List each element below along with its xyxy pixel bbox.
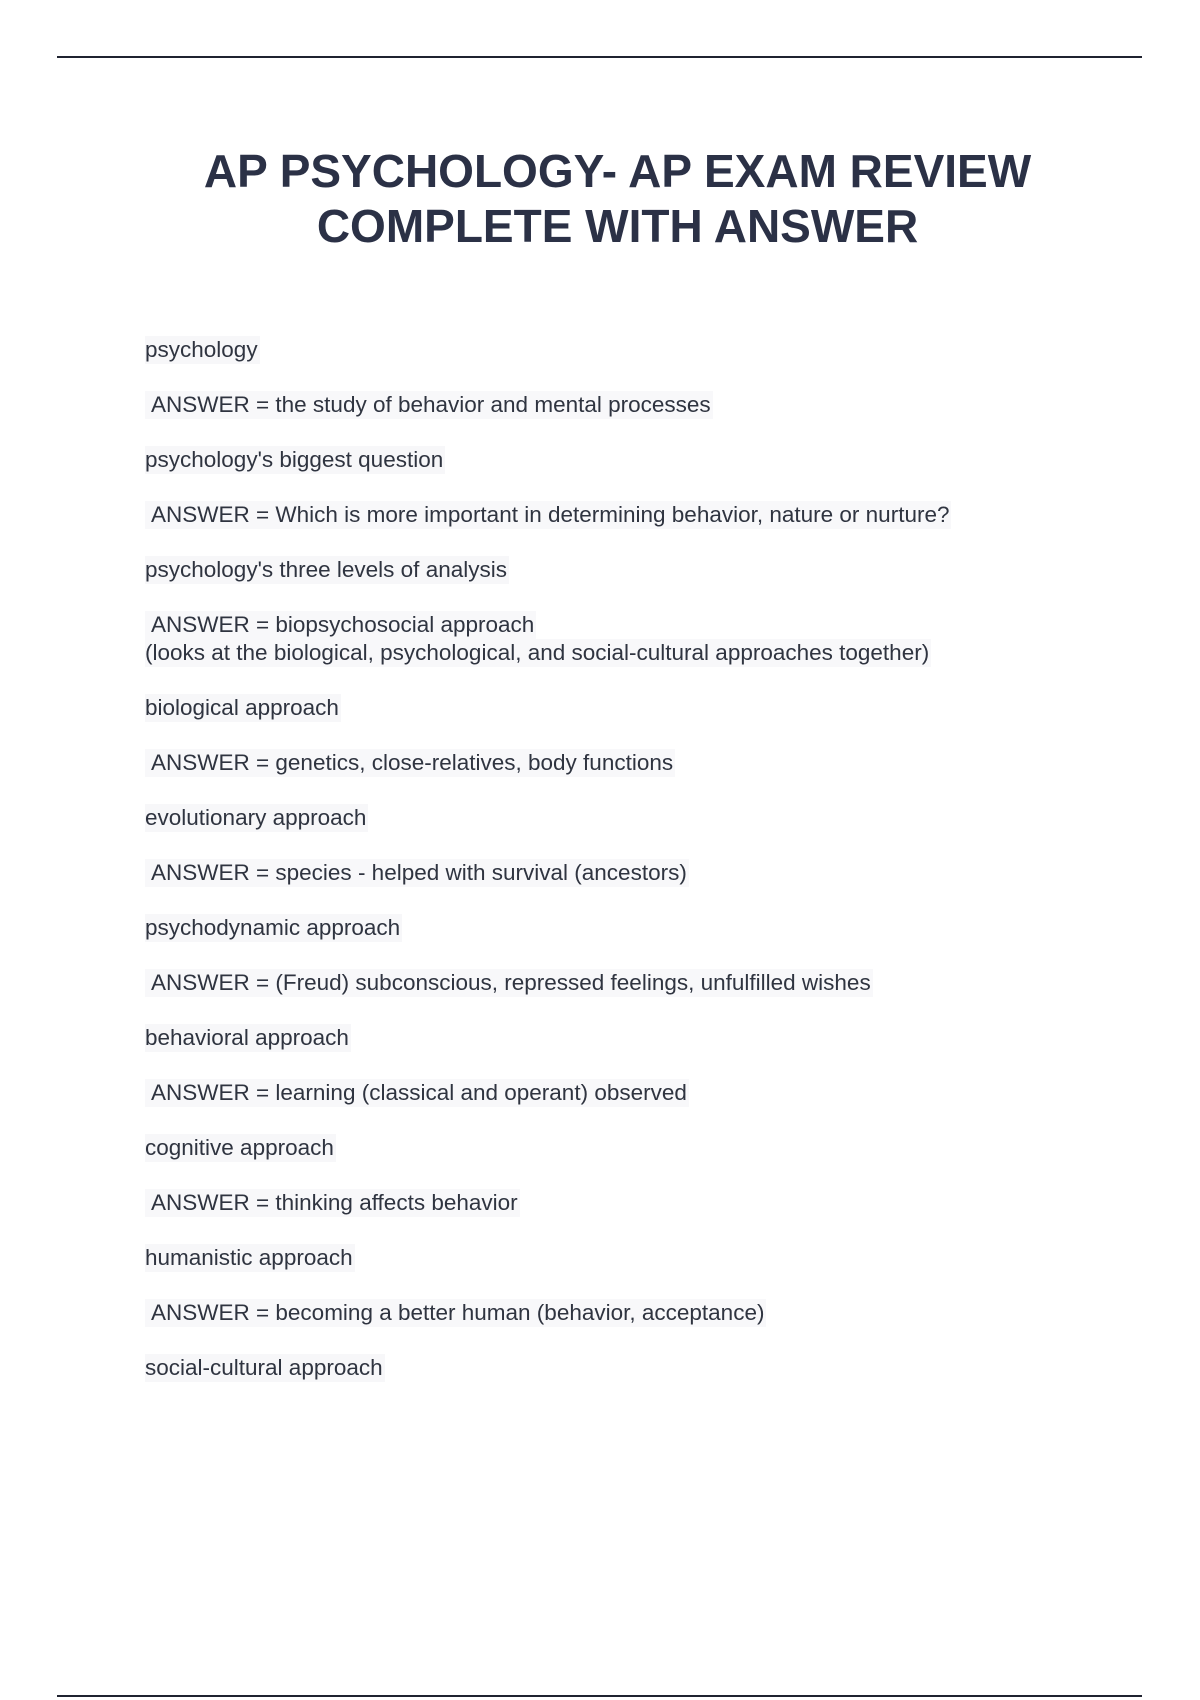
title-line-2: COMPLETE WITH ANSWER: [316, 200, 919, 252]
term-line: psychology's biggest question: [145, 447, 444, 472]
answer-line: ANSWER = learning (classical and operant) observed: [145, 1079, 689, 1107]
answer-text: [145, 1079, 1045, 1107]
answer-text: [145, 1189, 1045, 1217]
document-title: [0, 144, 1200, 254]
term-prompt: [145, 336, 1045, 364]
answer-text: [145, 611, 1045, 667]
term-line: psychodynamic approach: [145, 915, 401, 940]
answer-line: ANSWER = genetics, close-relatives, body functions: [145, 749, 675, 777]
term-line: cognitive approach: [145, 1135, 334, 1160]
term-prompt: [145, 1024, 1045, 1052]
term-prompt: [145, 556, 1045, 584]
term-line: evolutionary approach: [145, 805, 367, 830]
answer-text: [145, 859, 1045, 887]
answer-line: ANSWER = Which is more important in determining behavior, nature or nurture?: [145, 501, 951, 529]
answer-text: [145, 391, 1045, 419]
title-line-1: AP PSYCHOLOGY- AP EXAM REVIEW: [203, 145, 1032, 197]
term-line: social-cultural approach: [145, 1355, 383, 1380]
answer-text: [145, 501, 1045, 529]
answer-text: [145, 969, 1045, 997]
answer-line: ANSWER = biopsychosocial approach: [145, 611, 536, 639]
term-line: behavioral approach: [145, 1025, 349, 1050]
bottom-divider: [57, 1695, 1142, 1697]
answer-text: [145, 749, 1045, 777]
answer-line: (looks at the biological, psychological, and social-cultural approaches together): [145, 640, 930, 665]
term-prompt: [145, 1244, 1045, 1272]
term-line: psychology: [145, 337, 258, 362]
qa-list: [145, 336, 1045, 1409]
term-prompt: [145, 914, 1045, 942]
answer-line: ANSWER = the study of behavior and mental processes: [145, 391, 713, 419]
term-prompt: [145, 1134, 1045, 1162]
answer-line: ANSWER = becoming a better human (behavior, acceptance): [145, 1299, 766, 1327]
answer-line: ANSWER = species - helped with survival (ancestors): [145, 859, 689, 887]
term-prompt: [145, 804, 1045, 832]
answer-line: ANSWER = (Freud) subconscious, repressed feelings, unfulfilled wishes: [145, 969, 873, 997]
term-prompt: [145, 1354, 1045, 1382]
term-line: biological approach: [145, 695, 339, 720]
term-line: humanistic approach: [145, 1245, 353, 1270]
answer-line: ANSWER = thinking affects behavior: [145, 1189, 520, 1217]
top-divider: [57, 56, 1142, 58]
answer-text: [145, 1299, 1045, 1327]
term-prompt: [145, 446, 1045, 474]
term-prompt: [145, 694, 1045, 722]
term-line: psychology's three levels of analysis: [145, 557, 507, 582]
